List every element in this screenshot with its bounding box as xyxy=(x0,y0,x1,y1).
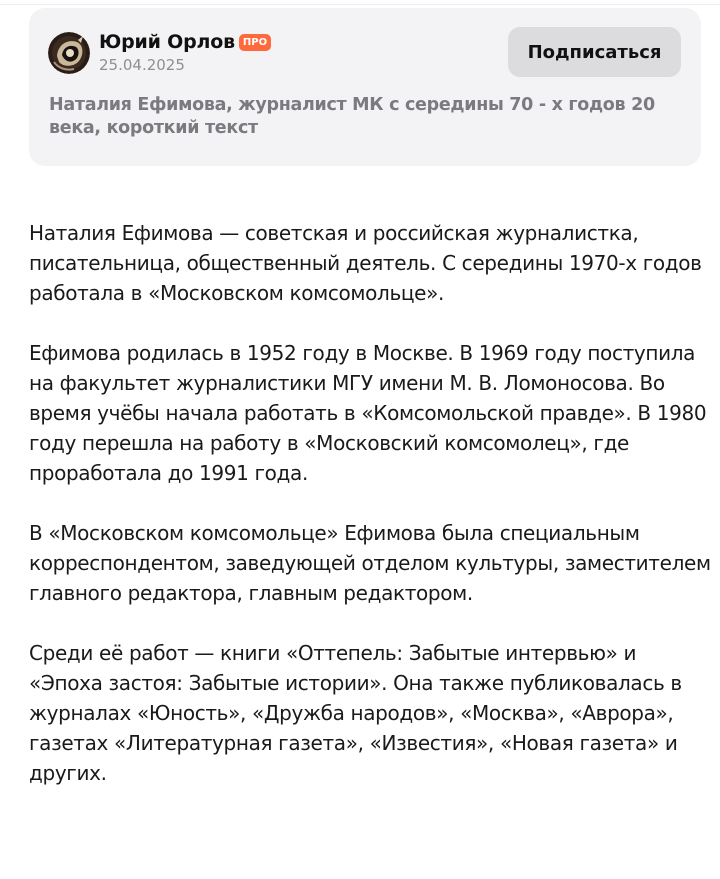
pro-badge: ПРО xyxy=(239,34,271,51)
subscribe-button[interactable]: Подписаться xyxy=(508,27,681,77)
post-card xyxy=(29,8,701,166)
article-paragraph: Среди её работ — книги «Оттепель: Забытые интервью» и «Эпоха застоя: Забытые истории». Она также публиковалась в журналах «Юность», «Дружба народов», «Москва», «Аврора», газетах «Литературная газета», «Известия», «Новая газета» и других. xyxy=(29,641,682,785)
article-paragraph: Ефимова родилась в 1952 году в Москве. В 1969 году поступила на факультет журналистики МГУ имени М. В. Ломоносова. Во время учёбы начала работать в «Комсомольской правде». В 1980 году перешла на работу в «Московский комсомолец», где проработала до 1991 года. xyxy=(29,341,707,485)
top-divider xyxy=(0,0,720,5)
post-date: 25.04.2025 xyxy=(99,56,185,74)
article-body xyxy=(29,218,713,818)
author-avatar-image xyxy=(48,32,90,74)
article-paragraph: Наталия Ефимова — советская и российская журналистка, писательница, общественный деятель. С середины 1970-х годов работала в «Московском комсомольце». xyxy=(29,221,702,305)
author-name[interactable]: Юрий Орлов xyxy=(99,31,235,53)
author-avatar[interactable] xyxy=(48,32,90,74)
author-block xyxy=(99,30,271,74)
post-summary[interactable]: Наталия Ефимова, журналист МК с середины 70 - х годов 20 века, короткий текст xyxy=(49,95,655,138)
author-row xyxy=(99,30,271,54)
article-paragraph: В «Московском комсомольце» Ефимова была специальным корреспондентом, заведующей отделом культуры, заместителем главного редактора, главным редактором. xyxy=(29,521,711,605)
